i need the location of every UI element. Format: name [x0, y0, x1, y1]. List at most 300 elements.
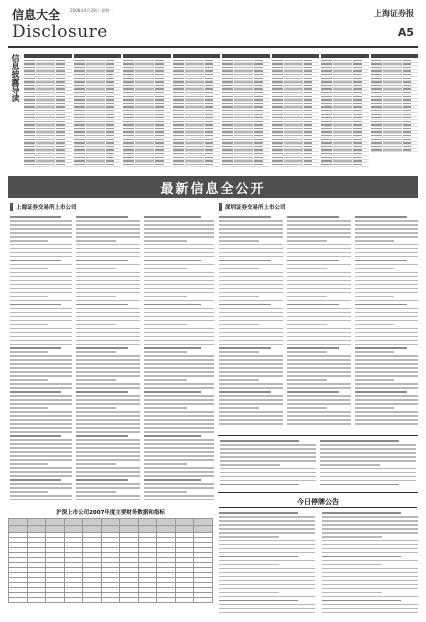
text-line	[320, 468, 416, 470]
text-line	[76, 471, 140, 473]
text-line	[76, 236, 140, 238]
text-line	[320, 440, 399, 442]
text-line	[219, 351, 259, 353]
banner-text: 最新信息全公开	[160, 181, 266, 197]
text-line	[76, 224, 140, 226]
text-line	[322, 596, 418, 598]
text-line	[287, 419, 351, 421]
text-line	[144, 351, 187, 353]
text-line	[144, 459, 214, 461]
guide-row	[272, 163, 320, 167]
notice-text-left	[219, 512, 315, 616]
text-line	[144, 379, 187, 381]
table-cell	[120, 526, 139, 533]
guide-row	[24, 163, 72, 167]
table-cell	[9, 519, 28, 526]
text-line	[355, 268, 394, 270]
text-line	[76, 340, 140, 342]
text-line	[287, 324, 327, 326]
text-line	[219, 403, 283, 405]
text-line	[10, 280, 72, 282]
text-column-6	[355, 216, 418, 430]
text-line	[219, 312, 283, 314]
text-line	[287, 232, 351, 234]
dateline: 2008年4月28日 星期一	[70, 8, 114, 13]
text-line	[219, 280, 283, 282]
text-line	[320, 472, 416, 474]
table-cell	[27, 598, 46, 603]
text-line	[219, 564, 279, 566]
text-line	[220, 468, 316, 470]
text-line	[287, 264, 351, 266]
guide-row	[222, 163, 270, 167]
text-line	[322, 548, 418, 550]
text-line	[219, 284, 283, 286]
text-line	[10, 304, 61, 306]
text-line	[322, 552, 418, 554]
text-line	[144, 288, 214, 290]
text-line	[76, 483, 140, 485]
text-line	[144, 383, 214, 385]
text-line	[220, 440, 299, 442]
text-line	[219, 371, 283, 373]
text-line	[355, 300, 418, 302]
text-line	[219, 216, 271, 218]
text-line	[219, 540, 315, 542]
text-line	[322, 592, 382, 594]
disclosure-guide	[8, 54, 418, 170]
text-line	[144, 304, 201, 306]
text-line	[287, 391, 339, 393]
section-title: Disclosure	[12, 22, 108, 42]
table-cell	[46, 598, 65, 603]
text-line	[76, 455, 140, 457]
text-line	[355, 252, 418, 254]
table-cell	[27, 526, 46, 533]
text-line	[287, 344, 351, 346]
text-line	[144, 355, 214, 357]
text-line	[144, 391, 201, 393]
text-line	[10, 383, 72, 385]
table-cell	[46, 519, 65, 526]
text-line	[10, 268, 48, 270]
text-line	[355, 383, 418, 385]
table-cell	[157, 519, 176, 526]
text-line	[144, 248, 214, 250]
text-line	[287, 308, 351, 310]
table-cell	[101, 598, 120, 603]
text-line	[76, 324, 116, 326]
text-line	[76, 403, 140, 405]
text-line	[76, 399, 140, 401]
text-line	[144, 447, 214, 449]
guide-column-header	[321, 54, 369, 58]
text-line	[10, 443, 72, 445]
text-line	[219, 528, 315, 530]
text-line	[287, 383, 351, 385]
table-cell	[175, 526, 194, 533]
masthead-rule	[8, 46, 418, 48]
text-line	[287, 336, 351, 338]
text-line	[144, 240, 187, 242]
table-cell	[175, 598, 194, 603]
text-column-5	[287, 216, 351, 430]
text-line	[144, 359, 214, 361]
guide-row	[371, 149, 419, 153]
text-line	[355, 288, 418, 290]
text-line	[10, 387, 72, 389]
text-line	[219, 268, 259, 270]
text-line	[144, 320, 214, 322]
guide-column	[123, 54, 171, 170]
table-cell	[46, 526, 65, 533]
text-line	[144, 216, 201, 218]
title-bar-icon	[219, 203, 222, 211]
text-line	[76, 260, 128, 262]
text-line	[10, 467, 72, 469]
text-line	[219, 324, 259, 326]
table-cell	[138, 519, 157, 526]
text-line	[10, 312, 72, 314]
text-line	[144, 336, 214, 338]
text-line	[322, 584, 418, 586]
text-line	[10, 252, 72, 254]
text-line	[144, 431, 214, 433]
text-line	[287, 276, 351, 278]
text-line	[144, 363, 214, 365]
text-line	[219, 355, 283, 357]
text-line	[287, 272, 351, 274]
text-line	[144, 296, 187, 298]
text-line	[144, 280, 214, 282]
text-line	[287, 423, 351, 425]
text-line	[287, 252, 351, 254]
text-line	[144, 367, 214, 369]
text-line	[10, 332, 72, 334]
text-line	[10, 300, 72, 302]
text-line	[219, 600, 298, 602]
text-line	[10, 499, 72, 501]
text-line	[219, 228, 283, 230]
text-line	[144, 276, 214, 278]
text-line	[144, 340, 214, 342]
text-line	[144, 415, 214, 417]
text-line	[287, 328, 351, 330]
text-line	[144, 435, 201, 437]
text-line	[10, 419, 72, 421]
text-line	[219, 252, 283, 254]
text-line	[76, 375, 140, 377]
guide-column-header	[272, 54, 320, 58]
text-line	[219, 419, 283, 421]
text-line	[76, 296, 116, 298]
text-line	[76, 244, 140, 246]
text-line	[76, 379, 116, 381]
text-line	[322, 564, 382, 566]
text-line	[355, 296, 394, 298]
guide-row	[123, 163, 171, 167]
text-line	[144, 443, 214, 445]
text-line	[355, 224, 418, 226]
text-line	[355, 363, 418, 365]
table-cell	[194, 519, 213, 526]
text-column-4	[219, 216, 283, 430]
text-line	[219, 359, 283, 361]
text-line	[219, 260, 271, 262]
text-line	[320, 480, 416, 482]
text-line	[355, 304, 407, 306]
text-line	[76, 280, 140, 282]
guide-column	[24, 54, 72, 170]
text-line	[220, 472, 316, 474]
guide-column-header	[222, 54, 270, 58]
text-line	[355, 379, 394, 381]
text-line	[10, 475, 72, 477]
text-line	[10, 459, 72, 461]
text-line	[287, 260, 339, 262]
text-line	[144, 471, 214, 473]
text-line	[10, 248, 72, 250]
text-line	[287, 224, 351, 226]
table-cell	[83, 598, 102, 603]
text-line	[287, 351, 327, 353]
text-line	[355, 232, 418, 234]
text-line	[287, 407, 327, 409]
text-line	[287, 375, 351, 377]
text-line	[76, 264, 140, 266]
text-line	[10, 427, 72, 429]
text-line	[219, 387, 283, 389]
text-line	[322, 572, 418, 574]
sz-column-title	[219, 203, 286, 211]
text-line	[144, 292, 214, 294]
table-cell	[157, 526, 176, 533]
text-line	[219, 576, 315, 578]
text-line	[322, 568, 418, 570]
text-line	[10, 340, 72, 342]
text-line	[144, 451, 214, 453]
text-line	[10, 491, 48, 493]
text-line	[10, 320, 72, 322]
text-line	[76, 272, 140, 274]
text-line	[76, 363, 140, 365]
table-cell	[194, 598, 213, 603]
text-line	[320, 448, 416, 450]
text-line	[219, 240, 259, 242]
text-line	[144, 224, 214, 226]
text-line	[219, 328, 283, 330]
text-line	[287, 292, 351, 294]
text-line	[219, 556, 298, 558]
text-line	[355, 328, 418, 330]
table-cell	[64, 519, 83, 526]
text-line	[76, 320, 140, 322]
text-line	[355, 220, 418, 222]
text-line	[144, 332, 214, 334]
text-line	[220, 444, 316, 446]
text-line	[219, 588, 315, 590]
text-line	[219, 379, 259, 381]
page-number: A5	[397, 26, 414, 39]
text-line	[76, 491, 116, 493]
text-line	[10, 379, 48, 381]
text-line	[219, 344, 283, 346]
text-line	[219, 544, 315, 546]
text-line	[287, 268, 327, 270]
text-line	[10, 324, 48, 326]
text-line	[287, 367, 351, 369]
text-line	[355, 391, 407, 393]
text-line	[76, 435, 128, 437]
text-line	[355, 320, 418, 322]
text-line	[144, 475, 214, 477]
text-line	[10, 288, 72, 290]
text-line	[287, 340, 351, 342]
text-line	[10, 240, 48, 242]
notice-title: 今日停牌公告	[297, 498, 339, 506]
table-cell	[120, 598, 139, 603]
text-line	[10, 367, 72, 369]
text-line	[322, 544, 418, 546]
guide-column-header	[173, 54, 221, 58]
text-line	[76, 332, 140, 334]
text-line	[76, 479, 128, 481]
text-line	[355, 240, 394, 242]
text-line	[219, 608, 315, 610]
text-line	[219, 407, 259, 409]
text-line	[219, 300, 283, 302]
table-cell	[101, 519, 120, 526]
text-line	[219, 596, 315, 598]
text-line	[355, 312, 418, 314]
text-line	[10, 407, 48, 409]
text-line	[76, 351, 116, 353]
text-line	[355, 344, 418, 346]
table-cell	[9, 526, 28, 533]
text-line	[76, 268, 116, 270]
text-line	[10, 371, 72, 373]
text-line	[219, 399, 283, 401]
text-line	[76, 475, 140, 477]
text-line	[76, 387, 140, 389]
text-line	[10, 447, 72, 449]
text-line	[219, 347, 271, 349]
notice-text-right	[322, 512, 418, 616]
table-cell	[9, 598, 28, 603]
text-line	[10, 411, 72, 413]
text-line	[322, 524, 418, 526]
text-line	[10, 344, 72, 346]
guide-title: 信息披露导读	[11, 54, 20, 102]
notice-rule	[219, 507, 417, 508]
text-line	[76, 423, 140, 425]
guide-column-header	[123, 54, 171, 58]
text-line	[287, 228, 351, 230]
text-line	[76, 463, 116, 465]
text-line	[76, 304, 128, 306]
text-line	[322, 520, 418, 522]
text-line	[144, 328, 214, 330]
financial-table-grid	[8, 518, 213, 603]
table-cell	[27, 519, 46, 526]
table-row	[9, 598, 213, 603]
masthead	[8, 6, 418, 50]
text-line	[219, 336, 283, 338]
text-line	[220, 484, 299, 486]
text-line	[322, 576, 418, 578]
text-line	[76, 232, 140, 234]
text-line	[76, 419, 140, 421]
text-line	[10, 395, 72, 397]
text-line	[219, 272, 283, 274]
text-line	[76, 256, 140, 258]
guide-row	[74, 163, 122, 167]
text-line	[144, 375, 214, 377]
text-line	[219, 580, 315, 582]
text-line	[144, 284, 214, 286]
text-line	[144, 260, 201, 262]
text-line	[355, 347, 407, 349]
text-line	[10, 272, 72, 274]
text-line	[144, 479, 201, 481]
text-line	[76, 391, 128, 393]
text-line	[76, 308, 140, 310]
text-line	[219, 516, 315, 518]
text-line	[355, 272, 418, 274]
text-line	[144, 483, 214, 485]
guide-column	[321, 54, 369, 170]
text-line	[144, 495, 214, 497]
text-line	[76, 228, 140, 230]
text-line	[287, 316, 351, 318]
text-line	[10, 463, 48, 465]
table-title: 沪深上市公司2007年度主要财务数据和指标	[56, 510, 165, 516]
text-line	[287, 359, 351, 361]
text-line	[219, 288, 283, 290]
text-line	[320, 456, 416, 458]
text-line	[287, 280, 351, 282]
text-line	[10, 351, 48, 353]
text-line	[355, 316, 418, 318]
text-line	[355, 399, 418, 401]
text-line	[76, 220, 140, 222]
text-line	[10, 455, 72, 457]
guide-row	[321, 163, 369, 167]
text-line	[287, 288, 351, 290]
title-bar-icon	[10, 203, 13, 211]
text-line	[76, 359, 140, 361]
text-line	[144, 316, 214, 318]
text-line	[220, 452, 316, 454]
text-line	[320, 484, 399, 486]
text-line	[220, 464, 280, 466]
financial-table	[8, 508, 213, 616]
table-cell	[157, 598, 176, 603]
text-line	[144, 252, 214, 254]
text-line	[287, 347, 339, 349]
text-line	[355, 423, 418, 425]
text-line	[144, 228, 214, 230]
text-line	[355, 284, 418, 286]
text-line	[355, 340, 418, 342]
text-line	[219, 340, 283, 342]
mid-text-right	[320, 440, 416, 490]
text-line	[355, 355, 418, 357]
table-cell	[194, 526, 213, 533]
text-line	[355, 276, 418, 278]
text-line	[355, 280, 418, 282]
text-line	[322, 588, 418, 590]
